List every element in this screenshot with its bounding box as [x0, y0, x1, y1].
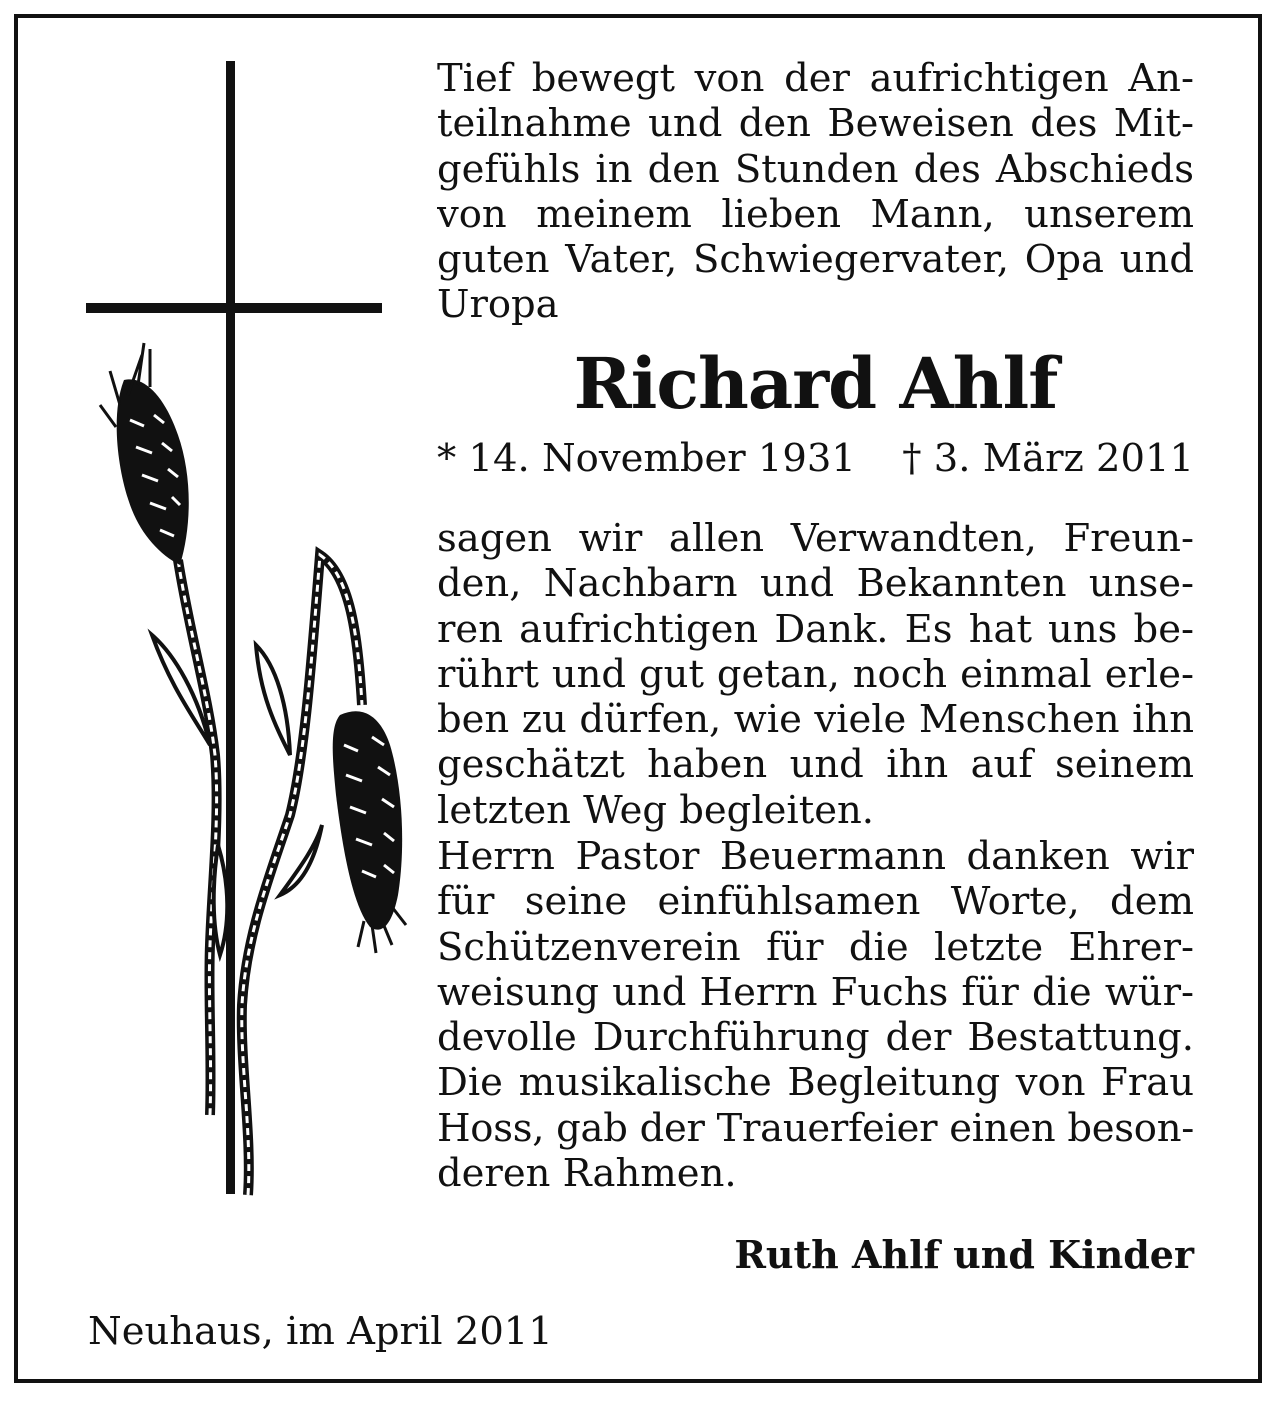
thanks-line: für seine einfühlsamen Worte, dem	[437, 879, 1194, 925]
body-line: letzten Weg begleiten.	[437, 787, 875, 833]
body-line: rührt und gut getan, noch einmal erle-	[437, 651, 1194, 697]
thanks-line: Schützenverein für die letzte Ehrer-	[437, 924, 1194, 970]
cross-icon	[86, 61, 382, 1194]
thanks-line: Die musikalische Begleitung von Frau	[437, 1060, 1194, 1106]
thanks-line: devolle Durchführung der Bestattung.	[437, 1015, 1194, 1061]
place-date: Neuhaus, im April 2011	[88, 1309, 553, 1354]
body-line: den, Nachbarn und Bekannten unse-	[437, 561, 1194, 607]
body-line: geschätzt haben und ihn auf seinem	[437, 742, 1194, 788]
intro-line: Tief bewegt von der aufrichtigen An-	[437, 56, 1194, 101]
death-date: † 3. März 2011	[902, 436, 1194, 481]
intro-paragraph	[437, 56, 1194, 328]
thanks-paragraph	[437, 516, 1194, 833]
body-line: ren aufrichtigen Dank. Es hat uns be-	[437, 606, 1194, 652]
thanks-line: weisung und Herrn Fuchs für die wür-	[437, 969, 1194, 1015]
cross-wheat-illustration	[80, 55, 420, 1205]
thanks-line: Hoss, gab der Trauerfeier einen beson-	[437, 1105, 1194, 1151]
wheat-stalk-icon	[100, 343, 227, 1115]
intro-line: von meinem lieben Mann, unserem	[437, 191, 1194, 237]
thanks-line: deren Rahmen.	[437, 1151, 737, 1197]
thanks-line: Herrn Pastor Beuermann danken wir	[437, 834, 1194, 879]
intro-line: guten Vater, Schwiegervater, Opa und	[437, 237, 1194, 283]
life-dates	[437, 436, 1194, 482]
intro-line: Uropa	[437, 282, 559, 328]
body-line: ben zu dürfen, wie viele Menschen ihn	[437, 697, 1194, 743]
signature: Ruth Ahlf und Kinder	[734, 1232, 1194, 1277]
deceased-name: Richard Ahlf	[573, 342, 1058, 425]
acknowledgements-paragraph	[437, 834, 1194, 1196]
wheat-stalk-icon	[242, 555, 406, 1195]
birth-date: * 14. November 1931	[437, 436, 856, 481]
body-line: sagen wir allen Verwandten, Freun-	[437, 516, 1194, 561]
intro-line: teilnahme und den Beweisen des Mit-	[437, 101, 1194, 147]
intro-line: gefühls in den Stunden des Abschieds	[437, 146, 1194, 192]
